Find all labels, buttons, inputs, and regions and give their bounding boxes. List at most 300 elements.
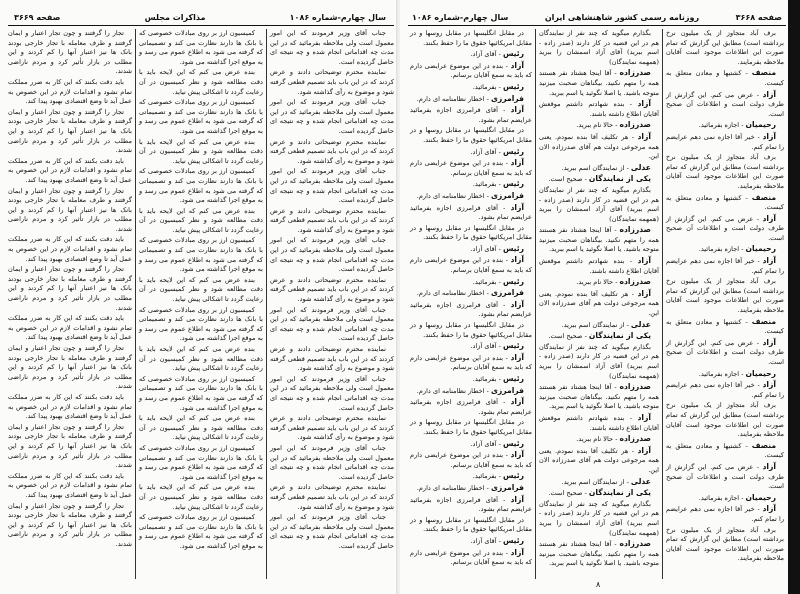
page-number: ۸ <box>596 580 601 589</box>
paragraph-text: صحیح است. <box>548 175 583 184</box>
paragraph-text: تجار را گرفتند و چون تجار اعتبار و ایمان گرفتند و طرف معامله با تجار خارجی بودند بانک ها نیز اعتبار آنها را کم کردند و این مطلب در بازار تأثیر کرد و مردم ناراضی شدند. <box>8 344 132 391</box>
speaker-name: آزاد <box>510 547 524 557</box>
speaker-name: یکی از نمایندگان <box>588 174 651 184</box>
paragraph: فرامرزی - اخطار نظامنامه ای دارم. <box>416 482 524 492</box>
paragraph <box>270 513 394 551</box>
speaker-name: منصف <box>751 440 777 450</box>
paragraph-text: عرض می کنم. این گزارش از طرف دولت است و اطلاعات آن صحیح است. <box>666 90 784 118</box>
paragraph-text: باید دقت بکنند که این کار به ضرر مملکت تمام نشود و اقدامات لازم در این خصوص به عمل آید تا وضع اقتصادی بهبود پیدا کند. <box>8 392 132 421</box>
paragraph: رئیس - بفرمائید. <box>472 374 524 383</box>
paragraph <box>139 276 263 305</box>
paragraph: عدلی - از نمایندگان اسم ببرید. <box>561 476 651 486</box>
paragraph-text: هر تکلیف آقا بنده نمودم. یعنی همه مرجوعی دولت هم آقای صدرزاده الان این. <box>539 132 659 161</box>
paragraph: آزاد - آقای فرامرزی اجازه بفرمائید عرایضم تمام بشود. <box>410 397 532 416</box>
paragraph-text: برف آباد متجاوز از یک میلیون نرخ برداشته است) مطابق این گزارش که تمام صورت این اطلاعات موجود است آقایان ملاحظه بفرمایند. <box>666 277 784 315</box>
paragraph-text: بنده در این موضوع عرایضی دارم که باید به سمع آقایان برسانم. <box>410 451 532 469</box>
paragraph-text: هر تکلیف آقا بنده نمودم. یعنی همه مرجوعی دولت هم آقای صدرزاده الان این. <box>539 289 659 318</box>
speaker-name: فرامرزی <box>490 93 524 103</box>
paragraph: آزاد - عرض می کنم. این گزارش از طرف دولت است و اطلاعات آن صحیح است. <box>666 461 784 491</box>
speaker-name: صدرزاده <box>619 382 651 392</box>
paragraph <box>410 516 532 535</box>
speaker-name: رئیس <box>502 438 524 448</box>
paragraph-text: از نمایندگان اسم ببرید. <box>561 320 625 329</box>
speaker-name: آزاد <box>762 380 776 390</box>
paragraph-text: اجازه بفرمائید. <box>698 245 740 254</box>
speaker-name: آزاد <box>510 202 524 212</box>
paragraph: آزاد - آقای فرامرزی اجازه بفرمائید عرایضم تمام بشود. <box>410 105 532 124</box>
paragraph <box>8 187 132 235</box>
paragraph: آزاد - بنده در این موضوع عرایضی دارم که باید به سمع آقایان برسانم. <box>410 255 532 275</box>
speaker-name: صدرزاده <box>619 68 651 78</box>
paragraph-text: آقا اینجا هشتاد نفر هستند همه را متهم نکنید. بیگناهان صحبت میزنید متوجه باشید. یا اصلا نگوئید یا اسم ببرید. <box>539 383 659 411</box>
paragraph-text: تجار را گرفتند و چون تجار اعتبار و ایمان گرفتند و طرف معامله با تجار خارجی بودند بانک ها نیز اعتبار آنها را کم کردند و این مطلب در بازار تأثیر کرد و مردم ناراضی شدند. <box>8 107 132 155</box>
paragraph <box>666 153 784 191</box>
paragraph-text: آقای آزاد. <box>470 536 497 545</box>
speaker-name: آزاد <box>762 504 776 514</box>
speaker-name: آزاد <box>510 60 524 70</box>
paragraph-text: کمیسیون ارز بر روی مبادلات خصوصی که با بانک ها دارند نظارت می کند و تصمیماتی که گرفته می شود به اطلاع عموم می رسد و به موقع اجرا گذاشته می شود. <box>139 236 263 274</box>
speaker-name: رئیس <box>502 471 524 481</box>
column-divider <box>135 29 136 579</box>
paragraph: رحیمیان - اجازه بفرمائید. <box>698 244 776 254</box>
page-label: صفحه ۳۶۶۸ <box>735 12 782 22</box>
paragraph-text: صحیح است. <box>548 332 583 341</box>
paragraph-text: بفرمائید. <box>472 277 497 286</box>
paragraph: فرامرزی - اخطار نظامنامه ای دارم. <box>416 385 524 395</box>
paragraph-text: در مقابل انگلیسها در مقابل روسها و در مقابل امریکائیها حقوق ما را حفظ بکنند. <box>410 418 532 436</box>
paragraph-text: بنده عرض می کنم که این لایحه باید با دقت مطالعه شود و نظر کمیسیون در آن رعایت گردد تا اشکالی پیش نیاید. <box>139 275 263 304</box>
paragraph-text: نماینده محترم توضیحاتی دادند و عرض کردند که در این باب باید تصمیم قطعی گرفته شود و موضوع به رأی گذاشته شود. <box>270 206 394 234</box>
speaker-name: رئیس <box>502 374 524 383</box>
paragraph-text: آقای فرامرزی اجازه بفرمائید عرایضم تمام بشود. <box>410 495 532 514</box>
paragraph: آزاد - بنده در این موضوع عرایضی دارم که باید به سمع آقایان برسانم. <box>410 60 532 80</box>
paragraph: رئیس - آقای آزاد. <box>470 146 524 156</box>
paragraph: رئیس - آقای آزاد. <box>470 49 524 59</box>
paragraph: رئیس - آقای آزاد. <box>470 535 524 545</box>
paragraph-text: باید دقت بکنند که این کار به ضرر مملکت تمام نشود و اقدامات لازم در این خصوص به عمل آید تا وضع اقتصادی بهبود پیدا کند. <box>8 471 132 499</box>
paragraph: رحیمیان - اجازه بفرمائید. <box>698 368 776 378</box>
speaker-name: آزاد <box>762 256 776 266</box>
paragraph <box>270 483 394 512</box>
paragraph: منصف - کشتیها و معادن متعلق به کیست. <box>666 68 784 87</box>
paragraph-text: بنده شهادتم داشتم موقعش آقایان اطلاع داشته باشند. <box>539 100 659 118</box>
paragraph-text: بفرمائید. <box>472 180 497 189</box>
text-column <box>270 29 394 552</box>
paragraph-text: اخطار نظامنامه ای دارم. <box>416 483 485 492</box>
paragraph: یکی از نمایندگان - صحیح است. <box>548 174 651 184</box>
paragraph <box>139 345 263 374</box>
paragraph: آزاد - هر تکلیف آقا بنده نمودم. یعنی همه مرجوعی دولت هم آقای صدرزاده الان این. <box>539 131 659 161</box>
paragraph-text: جناب آقای وزیر فرمودند که این امور معمول است ولی ملاحظه بفرمائید که در این مدت چه اقداماتی انجام شده و چه نتیجه ای حاصل گردیده است. <box>270 443 394 481</box>
paragraph: آزاد - آقای فرامرزی اجازه بفرمائید عرایضم تمام بشود. <box>410 494 532 514</box>
paragraph-text: اخطار نظامنامه ای دارم. <box>416 94 485 103</box>
scan-edge <box>788 0 800 594</box>
paragraph: عدلی - از نمایندگان اسم ببرید. <box>561 162 651 172</box>
paragraph-text: کمیسیون ارز بر روی مبادلات خصوصی که با بانک ها دارند نظارت می کند و تصمیماتی که گرفته می شود به اطلاع عموم می رسد و به موقع اجرا گذاشته می شود. <box>139 443 263 481</box>
paragraph <box>270 306 394 344</box>
speaker-name: منصف <box>751 68 777 78</box>
paragraph-text: بنده عرض می کنم که این لایحه باید با دقت مطالعه شود و نظر کمیسیون در آن رعایت گردد تا اشکالی پیش نیاید. <box>139 137 263 165</box>
paragraph-text: هر تکلیف آقا بنده نمودم. یعنی همه مرجوعی دولت هم آقای صدرزاده الان این. <box>539 446 659 474</box>
paragraph-text: تجار را گرفتند و چون تجار اعتبار و ایمان گرفتند و طرف معامله با تجار خارجی بودند بانک ها نیز اعتبار آنها را کم کردند و این مطلب در بازار تأثیر کرد و مردم ناراضی شدند. <box>8 422 132 470</box>
paragraph-text: تجار را گرفتند و چون تجار اعتبار و ایمان گرفتند و طرف معامله با تجار خارجی بودند بانک ها نیز اعتبار آنها را کم کردند و این مطلب در بازار تأثیر کرد و مردم ناراضی شدند. <box>8 265 132 312</box>
speaker-name: آزاد <box>510 450 524 460</box>
paragraph: رحیمیان - اجازه بفرمائید. <box>698 492 776 502</box>
paragraph <box>139 207 263 236</box>
paragraph-text: نماینده محترم توضیحاتی دادند و عرض کردند که در این باب باید تصمیم قطعی گرفته شود و موضوع به رأی گذاشته شود. <box>270 275 394 304</box>
speaker-name: آزاد <box>637 99 651 109</box>
paragraph: رئیس - بفرمائید. <box>472 276 524 286</box>
paragraph <box>270 98 394 136</box>
speaker-name: آزاد <box>510 158 524 168</box>
paragraph-text: بنده شهادتم داشتم موقعش آقایان اطلاع داشته باشند. <box>539 413 659 432</box>
paragraph-text: از نمایندگان اسم ببرید. <box>561 477 625 486</box>
paragraph-text: تجار را گرفتند و چون تجار اعتبار و ایمان گرفتند و طرف معامله با تجار خارجی بودند بانک ها نیز اعتبار آنها را کم کردند و این مطلب در بازار تأثیر کرد و مردم ناراضی شدند. <box>8 186 132 233</box>
paragraph-text: بگذارم میگوید که چند نفر از نمایندگان هم در این قضیه در کار دارند (صدر زاده - اسم ببرید) آقای آزاد اسمشان را ببرید (همهمه نمایندگان) <box>539 499 659 537</box>
paragraph: صدرزاده - حالا نام ببرید. <box>576 434 651 444</box>
paragraph-text: آقای آزاد. <box>470 50 497 59</box>
paragraph: منصف - کشتیها و معادن متعلق به کیست. <box>666 316 784 336</box>
paragraph-text: بنده عرض می کنم که این لایحه باید با دقت مطالعه شود و نظر کمیسیون در آن رعایت گردد تا اشکالی پیش نیاید. <box>139 483 263 511</box>
paragraph-text: آقای آزاد. <box>470 439 497 448</box>
paragraph: آزاد - عرض می کنم. این گزارش از طرف دولت است و اطلاعات آن صحیح است. <box>666 213 784 242</box>
paragraph <box>139 483 263 512</box>
paragraph-text: بنده عرض می کنم که این لایحه باید با دقت مطالعه شود و نظر کمیسیون در آن رعایت گردد تا اشکالی پیش نیاید. <box>139 414 263 442</box>
paragraph-text: عرض می کنم. این گزارش از طرف دولت است و اطلاعات آن صحیح است. <box>666 462 784 491</box>
paragraph <box>8 314 132 343</box>
paragraph: رئیس - بفرمائید. <box>472 471 524 481</box>
speaker-name: صدرزاده <box>619 277 651 287</box>
paragraph <box>270 276 394 305</box>
paragraph-text: جناب آقای وزیر فرمودند که این امور معمول است ولی ملاحظه بفرمائید که در این مدت چه اقداماتی انجام شده و چه نتیجه ای حاصل گردیده است. <box>270 236 394 274</box>
paragraph: آزاد - خیر آقا اجازه نمی دهم عرایضم را تمام کنم. <box>666 256 784 275</box>
text-column <box>666 29 784 565</box>
paragraph <box>270 236 394 274</box>
paragraph <box>139 444 263 482</box>
speaker-name: رحیمیان <box>745 492 776 502</box>
paragraph <box>539 500 659 538</box>
text-column <box>8 29 132 550</box>
paragraph: آزاد - بنده شهادتم داشتم موقعش آقایان اطلاع داشته باشند. <box>539 99 659 118</box>
paragraph <box>270 68 394 97</box>
speaker-name: آزاد <box>637 131 651 141</box>
paragraph-text: آقای فرامرزی اجازه بفرمائید عرایضم تمام بشود. <box>410 398 532 416</box>
speaker-name: فرامرزی <box>490 190 524 200</box>
paragraph-text: بنده در این موضوع عرایضی دارم که باید به سمع آقایان برسانم. <box>410 61 532 80</box>
paragraph <box>139 29 263 67</box>
paragraph: صدرزاده - آقا اینجا هشتاد نفر هستند همه را متهم نکنید. بیگناهان صحبت میزنید متوجه باشید. یا اصلا نگوئید یا اسم ببرید. <box>539 225 659 254</box>
paragraph <box>270 414 394 443</box>
paragraph <box>410 418 532 437</box>
paragraph: آزاد - خیر آقا اجازه نمی دهم عرایضم را تمام کنم. <box>666 380 784 399</box>
speaker-name: آزاد <box>637 256 651 266</box>
paragraph-text: کمیسیون ارز بر روی مبادلات خصوصی که با بانک ها دارند نظارت می کند و تصمیماتی که گرفته می شود به اطلاع عموم می رسد و به موقع اجرا گذاشته می شود. <box>139 167 263 205</box>
speaker-name: عدلی <box>630 476 651 486</box>
speaker-name: صدرزاده <box>619 225 651 235</box>
paragraph-text: بنده در این موضوع عرایضی دارم که باید به سمع آقایان برسانم. <box>410 159 532 177</box>
column-divider <box>662 29 663 579</box>
right-page-header <box>412 10 782 24</box>
paragraph-text: بفرمائید. <box>472 472 497 481</box>
speaker-name: آزاد <box>762 131 776 141</box>
paragraph-text: باید دقت بکنند که این کار به ضرر مملکت تمام نشود و اقدامات لازم در این خصوص به عمل آید تا وضع اقتصادی بهبود پیدا کند. <box>8 156 132 184</box>
speaker-name: یکی از نمایندگان <box>588 488 651 498</box>
column-divider <box>535 29 536 579</box>
column-divider <box>266 29 267 579</box>
right-page <box>400 0 788 594</box>
paragraph: منصف - کشتیها و معادن متعلق به کیست. <box>666 192 784 212</box>
speaker-name: آزاد <box>637 445 651 455</box>
paragraph-text: جناب آقای وزیر فرمودند که این امور معمول است ولی ملاحظه بفرمائید که در این مدت چه اقداماتی انجام شده و چه نتیجه ای حاصل گردیده است. <box>270 374 394 412</box>
paragraph: آزاد - خیر آقا اجازه نمی دهم عرایضم را تمام کنم. <box>666 504 784 523</box>
paragraph-text: بنده عرض می کنم که این لایحه باید با دقت مطالعه شود و نظر کمیسیون در آن رعایت گردد تا اشکالی پیش نیاید. <box>139 206 263 234</box>
paragraph <box>270 444 394 482</box>
text-column <box>139 29 263 552</box>
paragraph-text: خیر آقا اجازه نمی دهم عرایضم را تمام کنم. <box>666 381 784 399</box>
paragraph-text: جناب آقای وزیر فرمودند که این امور معمول است ولی ملاحظه بفرمائید که در این مدت چه اقداماتی انجام شده و چه نتیجه ای حاصل گردیده است. <box>270 98 394 135</box>
speaker-name: آزاد <box>510 105 524 115</box>
paragraph <box>410 224 532 243</box>
paragraph: آزاد - آقای فرامرزی اجازه بفرمائید عرایضم تمام بشود. <box>410 299 532 319</box>
speaker-name: آزاد <box>762 337 776 347</box>
paragraph-text: نماینده محترم توضیحاتی دادند و عرض کردند که در این باب باید تصمیم قطعی گرفته شود و موضوع به رأی گذاشته شود. <box>270 414 394 442</box>
paragraph <box>270 167 394 205</box>
text-column <box>410 29 532 569</box>
section-title: مذاکرات مجلس <box>144 12 206 22</box>
paragraph: آزاد - بنده شهادتم داشتم موقعش آقایان اطلاع داشته باشند. <box>539 412 659 432</box>
paragraph <box>8 423 132 471</box>
paragraph-text: آقای فرامرزی اجازه بفرمائید عرایضم تمام بشود. <box>410 300 532 319</box>
speaker-name: رئیس <box>502 49 524 59</box>
paragraph: فرامرزی - اخطار نظامنامه ای دارم. <box>416 93 524 103</box>
paragraph-text: از نمایندگان اسم ببرید. <box>561 163 625 172</box>
paragraph <box>666 526 784 564</box>
paragraph: آزاد - خیر آقا اجازه نمی دهم عرایضم را تمام کنم. <box>666 131 784 151</box>
speaker-name: رئیس <box>502 276 524 286</box>
paragraph: رئیس - آقای آزاد. <box>470 243 524 253</box>
paragraph: فرامرزی - اخطار نظامنامه ای دارم. <box>416 288 524 298</box>
speaker-name: رئیس <box>502 179 524 189</box>
header-rule <box>8 25 394 26</box>
paragraph-text: برف آباد متجاوز از یک میلیون نرخ برداشته است) مطابق این گزارش که تمام صورت این اطلاعات موجود است آقایان ملاحظه بفرمایند. <box>666 525 784 563</box>
paragraph-text: کمیسیون ارز بر روی مبادلات خصوصی که با بانک ها دارند نظارت می کند و تصمیماتی که گرفته می شود به اطلاع عموم می رسد و به موقع اجرا گذاشته می شود. <box>139 98 263 135</box>
paragraph <box>139 68 263 97</box>
paragraph <box>8 472 132 501</box>
paragraph-text: عرض می کنم. این گزارش از طرف دولت است و اطلاعات آن صحیح است. <box>666 214 784 242</box>
paragraph: صدرزاده - آقا اینجا هشتاد نفر هستند همه را متهم نکنید. بیگناهان صحبت میزنید متوجه باشید. یا اصلا نگوئید یا اسم ببرید. <box>539 539 659 568</box>
paragraph <box>270 138 394 167</box>
paragraph-text: کشتیها و معادن متعلق به کیست. <box>666 193 784 212</box>
paragraph <box>139 138 263 167</box>
paragraph-text: تجار را گرفتند و چون تجار اعتبار و ایمان گرفتند و طرف معامله با تجار خارجی بودند بانک ها نیز اعتبار آنها را کم کردند و این مطلب در بازار تأثیر کرد و مردم ناراضی شدند. <box>8 501 132 548</box>
speaker-name: آزاد <box>762 213 776 223</box>
speaker-name: یکی از نمایندگان <box>588 331 651 341</box>
paragraph: رئیس - آقای آزاد. <box>470 341 524 351</box>
speaker-name: عدلی <box>630 162 651 172</box>
paragraph-text: برف آباد متجاوز از یک میلیون نرخ برداشته است) مطابق این گزارش که تمام صورت این اطلاعات موجود است آقایان ملاحظه بفرمایند. <box>666 401 784 439</box>
paragraph-text: بنده در این موضوع عرایضی دارم که باید به سمع آقایان برسانم. <box>410 353 532 372</box>
paragraph-text: آقا اینجا هشتاد نفر هستند همه را متهم نکنید. بیگناهان صحبت میزنید متوجه باشید. یا اصلا نگوئید یا اسم ببرید. <box>539 540 659 568</box>
paragraph: آزاد - عرض می کنم. این گزارش از طرف دولت است و اطلاعات آن صحیح است. <box>666 89 784 118</box>
paragraph-text: حالا نام ببرید. <box>576 121 614 130</box>
paragraph-text: نماینده محترم توضیحاتی دادند و عرض کردند که در این باب باید تصمیم قطعی گرفته شود و موضوع به رأی گذاشته شود. <box>270 68 394 96</box>
speaker-name: آزاد <box>637 288 651 298</box>
paragraph-text: آقای آزاد. <box>470 342 497 351</box>
paragraph: آزاد - بنده شهادتم داشتم موقعش آقایان اطلاع داشته باشند. <box>539 256 659 275</box>
speaker-name: آزاد <box>510 299 524 309</box>
speaker-name: منصف <box>751 192 777 202</box>
paragraph: صدرزاده - آقا اینجا هشتاد نفر هستند همه را متهم نکنید. بیگناهان صحبت میزنید متوجه باشید. یا اصلا نگوئید یا اسم ببرید. <box>539 68 659 97</box>
paragraph: منصف - کشتیها و معادن متعلق به کیست. <box>666 440 784 460</box>
paragraph <box>666 29 784 67</box>
text-column <box>539 29 659 570</box>
paragraph-text: اجازه بفرمائید. <box>698 493 740 502</box>
paragraph-text: خیر آقا اجازه نمی دهم عرایضم را تمام کنم. <box>666 505 784 523</box>
paragraph: آزاد - بنده در این موضوع عرایضی دارم که باید به سمع آقایان برسانم. <box>410 352 532 372</box>
paragraph-text: باید دقت بکنند که این کار به ضرر مملکت تمام نشود و اقدامات لازم در این خصوص به عمل آید تا وضع اقتصادی بهبود پیدا کند. <box>8 235 132 263</box>
paragraph <box>539 29 659 67</box>
paragraph: رحیمیان - اجازه بفرمائید. <box>698 120 776 130</box>
paragraph: آزاد - بنده در این موضوع عرایضی دارم که باید به سمع آقایان برسانم. <box>410 158 532 177</box>
paragraph <box>8 29 132 77</box>
paragraph: صدرزاده - حالا نام ببرید. <box>576 277 651 287</box>
paragraph <box>8 78 132 107</box>
paragraph-text: بفرمائید. <box>472 375 497 383</box>
paragraph: آزاد - عرض می کنم. این گزارش از طرف دولت است و اطلاعات آن صحیح است. <box>666 337 784 366</box>
paragraph-text: بنده در این موضوع عرایضی دارم که باید به سمع آقایان برسانم. <box>410 256 532 275</box>
paragraph <box>410 126 532 145</box>
paragraph-text: برف آباد متجاوز از یک میلیون نرخ برداشته است) مطابق این گزارش که تمام صورت این اطلاعات موجود است آقایان ملاحظه بفرمایند. <box>666 153 784 190</box>
paragraph-text: جناب آقای وزیر فرمودند که این امور معمول است ولی ملاحظه بفرمائید که در این مدت چه اقداماتی انجام شده و چه نتیجه ای حاصل گردیده است. <box>270 167 394 205</box>
speaker-name: منصف <box>751 316 777 326</box>
paragraph-text: در مقابل انگلیسها در مقابل روسها و در مقابل امریکائیها حقوق ما را حفظ بکنند. <box>410 223 532 242</box>
paragraph: رئیس - بفرمائید. <box>472 179 524 189</box>
paragraph-text: اخطار نظامنامه ای دارم. <box>416 289 485 298</box>
paragraph-text: بنده در این موضوع عرایضی دارم که باید به سمع آقایان برسانم. <box>410 548 532 567</box>
speaker-name: آزاد <box>762 89 776 99</box>
paragraph-text: کمیسیون ارز بر روی مبادلات خصوصی که با بانک ها دارند نظارت می کند و تصمیماتی که گرفته می شود به اطلاع عموم می رسد و به موقع اجرا گذاشته می شود. <box>139 374 263 412</box>
speaker-name: فرامرزی <box>490 288 524 298</box>
paragraph-text: بفرمائید. <box>472 82 497 91</box>
paragraph <box>139 375 263 413</box>
paragraph-text: باید دقت بکنند که این کار به ضرر مملکت تمام نشود و اقدامات لازم در این خصوص به عمل آید تا وضع اقتصادی بهبود پیدا کند. <box>8 314 132 342</box>
paragraph-text: در مقابل انگلیسها در مقابل روسها و در مقابل امریکائیها حقوق ما را حفظ بکنند. <box>410 126 532 144</box>
paragraph <box>8 393 132 422</box>
speaker-name: صدرزاده <box>619 434 651 444</box>
paragraph-text: آقا اینجا هشتاد نفر هستند همه را متهم نکنید. بیگناهان صحبت میزنید متوجه باشید. یا اصلا نگوئید یا اسم ببرید. <box>539 69 659 97</box>
paragraph: آزاد - بنده در این موضوع عرایضی دارم که باید به سمع آقایان برسانم. <box>410 450 532 469</box>
paragraph <box>666 401 784 439</box>
paragraph-text: اخطار نظامنامه ای دارم. <box>416 191 485 200</box>
speaker-name: آزاد <box>510 397 524 407</box>
paragraph: فرامرزی - اخطار نظامنامه ای دارم. <box>416 190 524 200</box>
paragraph-text: نماینده محترم توضیحاتی دادند و عرض کردند که در این باب باید تصمیم قطعی گرفته شود و موضوع به رأی گذاشته شود. <box>270 345 394 373</box>
paragraph-text: نماینده محترم توضیحاتی دادند و عرض کردند که در این باب باید تصمیم قطعی گرفته شود و موضوع به رأی گذاشته شود. <box>270 137 394 165</box>
header-rule <box>408 25 786 26</box>
paragraph-text: بنده عرض می کنم که این لایحه باید با دقت مطالعه شود و نظر کمیسیون در آن رعایت گردد تا اشکالی پیش نیاید. <box>139 68 263 96</box>
paragraph <box>666 277 784 315</box>
paragraph <box>410 321 532 340</box>
paragraph: صدرزاده - آقا اینجا هشتاد نفر هستند همه را متهم نکنید. بیگناهان صحبت میزنید متوجه باشید. یا اصلا نگوئید یا اسم ببرید. <box>539 382 659 411</box>
paragraph <box>270 207 394 236</box>
paragraph-text: کشتیها و معادن متعلق به کیست. <box>666 69 784 87</box>
issue-number: سال چهارم-شماره ۱۰۸۶ <box>289 12 386 22</box>
paragraph-text: آقای آزاد. <box>470 244 497 253</box>
paragraph: آزاد - هر تکلیف آقا بنده نمودم. یعنی همه مرجوعی دولت هم آقای صدرزاده الان این. <box>539 288 659 318</box>
paragraph: عدلی - از نمایندگان اسم ببرید. <box>561 319 651 329</box>
paragraph-text: بگذارم میگوید که چند نفر از نمایندگان هم در این قضیه در کار دارند (صدر زاده - اسم ببرید) آقای آزاد اسمشان را ببرید (همهمه نمایندگان) <box>539 342 659 380</box>
paragraph <box>139 167 263 205</box>
paragraph-text: در مقابل انگلیسها در مقابل روسها و در مقابل امریکائیها حقوق ما را حفظ بکنند. <box>410 29 532 47</box>
speaker-name: رحیمیان <box>745 244 776 254</box>
speaker-name: آزاد <box>762 461 776 471</box>
paragraph-text: صحیح است. <box>548 489 583 498</box>
paragraph-text: حالا نام ببرید. <box>576 435 614 444</box>
paragraph-text: آقای آزاد. <box>470 147 497 156</box>
paragraph-text: جناب آقای وزیر فرمودند که این امور معمول است ولی ملاحظه بفرمائید که در این مدت چه اقداماتی انجام شده و چه نتیجه ای حاصل گردیده است. <box>270 29 394 66</box>
paragraph-text: خیر آقا اجازه نمی دهم عرایضم را تمام کنم. <box>666 257 784 275</box>
speaker-name: رئیس <box>502 243 524 253</box>
paragraph-text: جناب آقای وزیر فرمودند که این امور معمول است ولی ملاحظه بفرمائید که در این مدت چه اقداماتی انجام شده و چه نتیجه ای حاصل گردیده است. <box>270 513 394 550</box>
paragraph-text: در مقابل انگلیسها در مقابل روسها و در مقابل امریکائیها حقوق ما را حفظ بکنند. <box>410 515 532 534</box>
left-page-header <box>14 10 386 24</box>
newspaper-title: روزنامه رسمی کشور شاهنشاهی ایران <box>544 12 700 22</box>
paragraph-text: نماینده محترم توضیحاتی دادند و عرض کردند که در این باب باید تصمیم قطعی گرفته شود و موضوع به رأی گذاشته شود. <box>270 483 394 511</box>
speaker-name: عدلی <box>630 319 651 329</box>
paragraph: رئیس - بفرمائید. <box>472 81 524 91</box>
paragraph-text: اخطار نظامنامه ای دارم. <box>416 386 485 395</box>
speaker-name: رحیمیان <box>745 368 776 378</box>
paragraph <box>8 502 132 550</box>
speaker-name: آزاد <box>510 255 524 265</box>
issue-number: سال چهارم-شماره ۱۰۸۶ <box>412 12 509 22</box>
paragraph <box>270 375 394 413</box>
paragraph: صدرزاده - حالا نام ببرید. <box>576 120 651 130</box>
paragraph-text: کمیسیون ارز بر روی مبادلات خصوصی که با بانک ها دارند نظارت می کند و تصمیماتی که گرفته می شود به اطلاع عموم می رسد و به موقع اجرا گذاشته می شود. <box>139 513 263 550</box>
paragraph: آزاد - آقای فرامرزی اجازه بفرمائید عرایضم تمام بشود. <box>410 202 532 222</box>
speaker-name: رحیمیان <box>745 120 776 130</box>
paragraph-text: باید دقت بکنند که این کار به ضرر مملکت تمام نشود و اقدامات لازم در این خصوص به عمل آید تا وضع اقتصادی بهبود پیدا کند. <box>8 77 132 106</box>
paragraph <box>139 236 263 274</box>
paragraph-text: آقا اینجا هشتاد نفر هستند همه را متهم نکنید. بیگناهان صحبت میزنید متوجه باشید. یا اصلا نگوئید یا اسم ببرید. <box>539 226 659 254</box>
paragraph: آزاد - بنده در این موضوع عرایضی دارم که باید به سمع آقایان برسانم. <box>410 547 532 567</box>
paragraph <box>270 29 394 67</box>
speaker-name: رئیس <box>502 81 524 91</box>
paragraph <box>8 235 132 264</box>
paragraph: یکی از نمایندگان - صحیح است. <box>548 331 651 341</box>
speaker-name: آزاد <box>637 412 651 422</box>
paragraph <box>8 344 132 392</box>
paragraph-text: کمیسیون ارز بر روی مبادلات خصوصی که با بانک ها دارند نظارت می کند و تصمیماتی که گرفته می شود به اطلاع عموم می رسد و به موقع اجرا گذاشته می شود. <box>139 29 263 66</box>
speaker-name: آزاد <box>510 494 524 504</box>
paragraph: آزاد - هر تکلیف آقا بنده نمودم. یعنی همه مرجوعی دولت هم آقای صدرزاده الان این. <box>539 445 659 474</box>
speaker-name: صدرزاده <box>619 120 651 130</box>
paragraph <box>8 108 132 156</box>
speaker-name: فرامرزی <box>490 385 524 395</box>
paragraph-text: آقای فرامرزی اجازه بفرمائید عرایضم تمام بشود. <box>410 203 532 222</box>
paragraph <box>539 186 659 224</box>
paragraph-text: حالا نام ببرید. <box>576 278 614 287</box>
paragraph-text: آقای فرامرزی اجازه بفرمائید عرایضم تمام بشود. <box>410 106 532 124</box>
paragraph-text: بنده شهادتم داشتم موقعش آقایان اطلاع داشته باشند. <box>539 257 659 275</box>
paragraph <box>8 157 132 186</box>
paragraph: یکی از نمایندگان - صحیح است. <box>548 488 651 498</box>
paragraph-text: بگذارم میگوید که چند نفر از نمایندگان هم در این قضیه در کار دارند (صدر زاده - اسم ببرید) آقای آزاد اسمشان را ببرید (همهمه نمایندگان) <box>539 185 659 223</box>
paragraph <box>410 29 532 48</box>
paragraph-text: اجازه بفرمائید. <box>698 121 740 130</box>
paragraph-text: عرض می کنم. این گزارش از طرف دولت است و اطلاعات آن صحیح است. <box>666 338 784 366</box>
paragraph <box>139 414 263 443</box>
